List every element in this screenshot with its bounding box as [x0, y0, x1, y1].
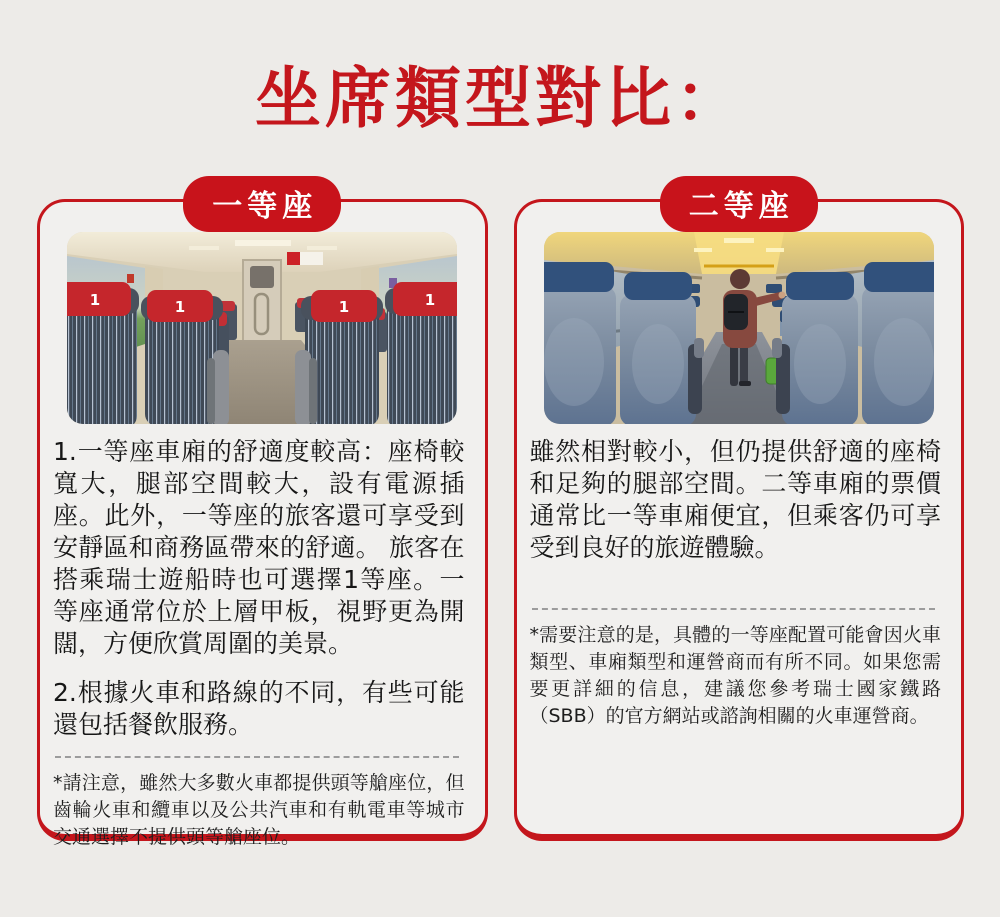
dashed-divider: [55, 756, 459, 758]
first-class-seat-pair-left: [67, 282, 229, 424]
second-class-seat-pair-right: [772, 262, 934, 424]
second-class-seat-pair-left: [544, 262, 704, 424]
first-class-text: [40, 424, 485, 851]
first-class-photo: [67, 232, 457, 424]
seat-number-label: 1: [175, 297, 186, 316]
seat-number-label: 1: [90, 290, 101, 309]
first-class-paragraph-2: 2.根據火車和路線的不同，有些可能還包括餐飲服務。: [53, 677, 465, 739]
comparison-panels: [37, 188, 964, 849]
first-class-seat-pair-right: [295, 282, 457, 424]
first-class-footnote: *請注意，雖然大多數火車都提供頭等艙座位，但齒輪火車和纜車以及公共汽車和有軌電車等城市交通選擇不提供頭等艙座位。: [53, 771, 465, 849]
first-class-interior-illustration: [67, 232, 457, 424]
dashed-divider: [532, 608, 936, 610]
second-class-paragraph-1: 雖然相對較小，但仍提供舒適的座椅和足夠的腿部空間。二等車廂的票價通常比一等車廂便宜，但乘客仍可享受到良好的旅遊體驗。: [529, 436, 941, 562]
second-class-badge: 二等座: [660, 176, 818, 232]
first-class-badge: 一等座: [183, 176, 341, 232]
second-class-photo: [544, 232, 934, 424]
second-class-text: [517, 424, 962, 731]
first-class-paragraph-1: 1.一等座車廂的舒適度較高：座椅較寬大，腿部空間較大，設有電源插座。此外，一等座的旅客還可享受到安靜區和商務區帶來的舒適。 旅客在搭乘瑞士遊船時也可選擇1等座。一等座通常位於上層甲板，視野更為開闊，方便欣賞周圍的美景。: [53, 436, 465, 658]
passenger-head: [730, 269, 750, 289]
second-class-interior-illustration: [544, 232, 934, 424]
first-class-panel: [37, 188, 488, 849]
second-class-footnote: *需要注意的是，具體的一等座配置可能會因火車類型、車廂類型和運營商而有所不同。如果您需要更詳細的信息，建議您參考瑞士國家鐵路（SBB）的官方網站或諮詢相關的火車運營商。: [529, 623, 941, 728]
second-class-panel: [514, 188, 965, 841]
seat-number-label: 1: [339, 297, 350, 316]
seat-number-label: 1: [425, 290, 436, 309]
page-title: 坐席類型對比：: [255, 60, 745, 138]
